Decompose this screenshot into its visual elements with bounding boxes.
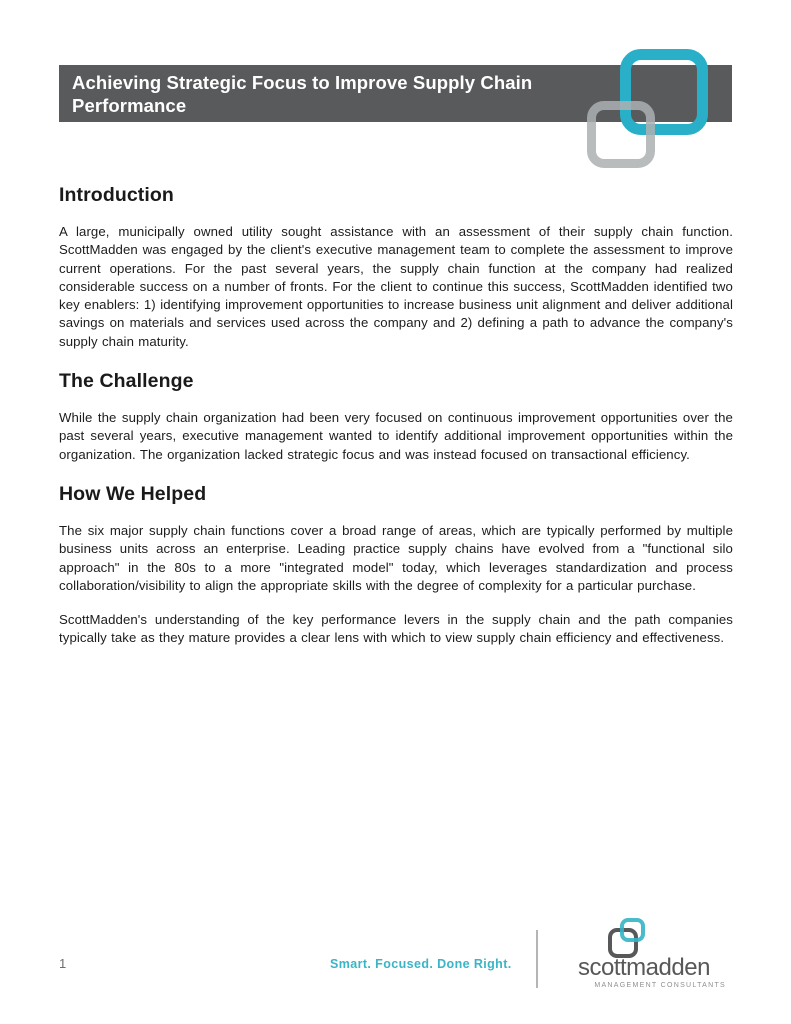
logo-wordmark: scottmadden bbox=[578, 954, 710, 981]
section-heading: How We Helped bbox=[59, 482, 207, 505]
logo-teal-square-icon bbox=[620, 918, 645, 942]
page-number: 1 bbox=[59, 956, 67, 971]
logo-squares-icon bbox=[578, 916, 726, 958]
section-heading: The Challenge bbox=[59, 370, 194, 393]
logo-subtext: MANAGEMENT CONSULTANTS bbox=[594, 982, 726, 989]
page-title: Achieving Strategic Focus to Improve Supply Chain Performance bbox=[72, 71, 533, 116]
section-how-we-helped bbox=[59, 483, 733, 648]
section-the-challenge bbox=[59, 370, 733, 464]
footer-tagline: Smart. Focused. Done Right. bbox=[330, 957, 512, 971]
section-paragraph: A large, municipally owned utility sought assistance with an assessment of their supply chain function. ScottMadden was engaged by the client's executive management team to complete the assessment to improve current operations. For the past several years, the supply chain function at the company had realized considerable success on a number of fronts. For the client to continue this success, ScottMadden identified two key enablers: 1) identifying improvement opportunities to increase business unit alignment and deliver additional savings on materials and services used across the company and 2) defining a path to advance the company's supply chain maturity. bbox=[59, 224, 733, 349]
section-heading: Introduction bbox=[59, 184, 174, 206]
document-body bbox=[59, 184, 733, 648]
section-paragraph: ScottMadden's understanding of the key performance levers in the supply chain and the path companies typically take as they mature provides a clear lens with which to view supply chain efficiency and effectiveness. bbox=[59, 612, 733, 646]
footer-divider bbox=[536, 930, 538, 988]
section-introduction bbox=[59, 184, 733, 351]
gray-square-decoration-icon bbox=[587, 101, 655, 168]
section-paragraph: The six major supply chain functions cover a broad range of areas, which are typically performed by multiple business units across an enterprise. Leading practice supply chains have evolved from a "functional silo approach" in the 80s to a more "integrated model" today, which leverages standardization and process collaboration/visibility to align the appropriate skills with the degree of complexity for a particular purchase. bbox=[59, 522, 733, 593]
scottmadden-logo bbox=[578, 916, 726, 989]
section-paragraph: While the supply chain organization had been very focused on continuous improvement opportunities over the past several years, executive management wanted to identify additional improvement opportunities within the organization. The organization lacked strategic focus and was instead focused on transactional efficiency. bbox=[59, 410, 733, 462]
